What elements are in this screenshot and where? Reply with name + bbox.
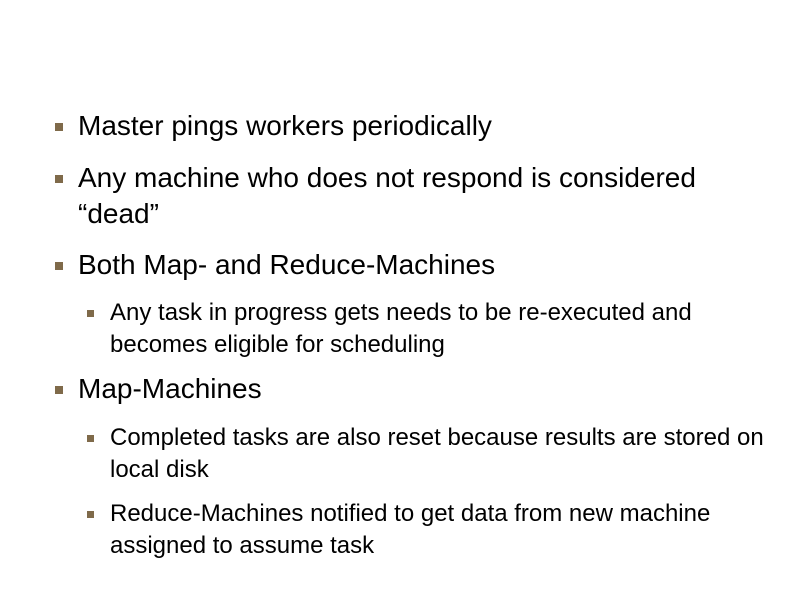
- square-bullet-icon: [55, 175, 63, 183]
- bullet-text: Map-Machines: [78, 373, 262, 404]
- bullet-item-master-pings: [78, 108, 768, 144]
- bullet-item-map-machines: [78, 371, 768, 407]
- bullet-text: Completed tasks are also reset because results are stored on local disk: [110, 424, 764, 483]
- sub-bullet-item-completed-tasks-reset: [110, 422, 770, 486]
- square-bullet-icon: [87, 435, 94, 442]
- bullet-text: Master pings workers periodically: [78, 110, 492, 141]
- square-bullet-icon: [55, 262, 63, 270]
- bullet-text: Any task in progress gets needs to be re-executed and becomes eligible for scheduling: [110, 299, 692, 358]
- square-bullet-icon: [55, 386, 63, 394]
- bullet-text: Any machine who does not respond is considered “dead”: [78, 162, 696, 229]
- square-bullet-icon: [87, 310, 94, 317]
- sub-bullet-item-reduce-notified: [110, 498, 770, 562]
- square-bullet-icon: [87, 511, 94, 518]
- bullet-text: Both Map- and Reduce-Machines: [78, 249, 496, 280]
- square-bullet-icon: [55, 123, 63, 131]
- bullet-item-both-machines: [78, 247, 768, 283]
- bullet-text: Reduce-Machines notified to get data from new machine assigned to assume task: [110, 500, 711, 559]
- sub-bullet-item-task-reexecuted: [110, 297, 770, 361]
- bullet-item-machine-dead: [78, 160, 768, 232]
